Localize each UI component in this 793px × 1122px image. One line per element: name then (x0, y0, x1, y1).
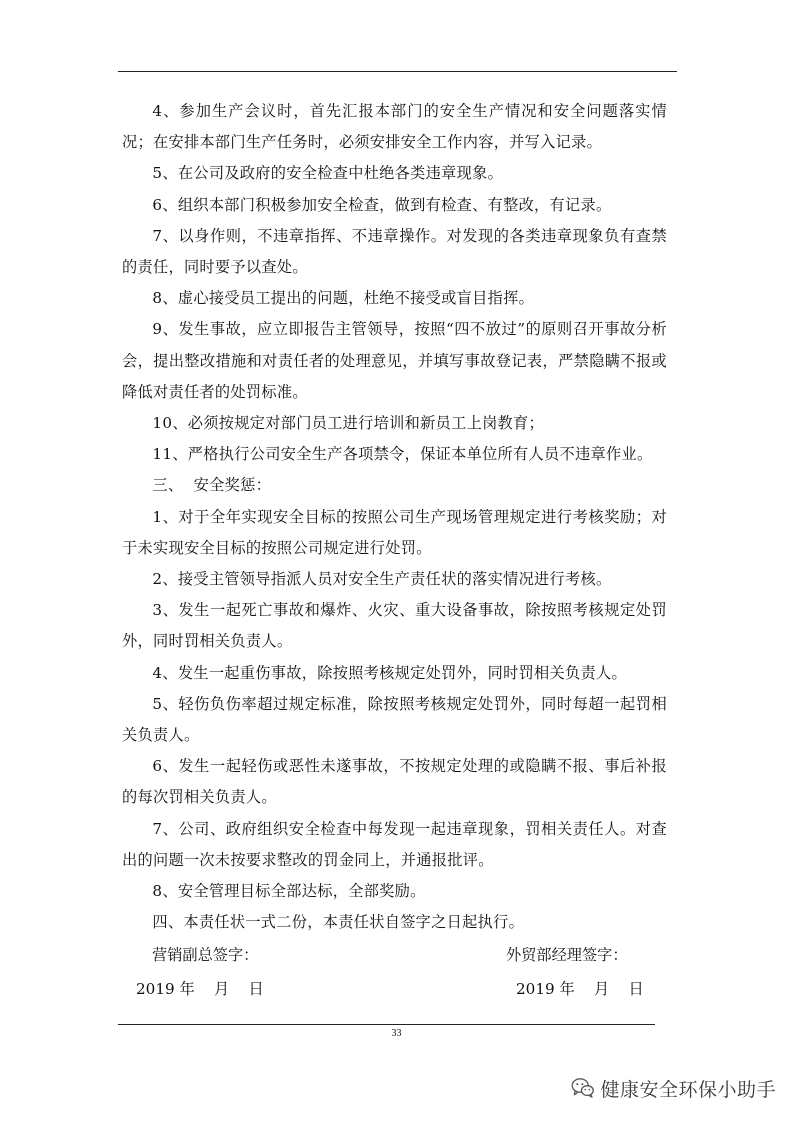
section-heading: 四、本责任状一式二份，本责任状自签字之日起执行。 (152, 913, 525, 932)
paragraph: 10、必须按规定对部门员工进行培训和新员工上岗教育； (152, 414, 545, 433)
paragraph: 8、安全管理目标全部达标，全部奖励。 (152, 882, 426, 901)
page-number: 33 (391, 1028, 402, 1039)
left-signature-date: 2019 年 月 日 (136, 980, 264, 998)
watermark (571, 1073, 776, 1103)
right-signature-label: 外贸部经理签字： (506, 946, 628, 964)
watermark-text: 健康安全环保小助手 (600, 1078, 776, 1101)
header-rule (118, 71, 677, 72)
paragraph: 11、严格执行公司安全生产各项禁令，保证本单位所有人员不违章作业。 (152, 445, 653, 464)
paragraph: 4、发生一起重伤事故，除按照考核规定处罚外，同时罚相关负责人。 (152, 663, 627, 682)
paragraph: 6、发生一起轻伤或恶性未遂事故，不按规定处理的或隐瞒不报、事后补报的每次罚相关负责人。 (122, 757, 667, 807)
paragraph: 4、参加生产会议时，首先汇报本部门的安全生产情况和安全问题落实情况；在安排本部门生产任务时，必须安排安全工作内容，并写入记录。 (122, 102, 667, 152)
footer-rule (118, 1024, 655, 1025)
paragraph: 7、以身作则，不违章指挥、不违章操作。对发现的各类违章现象负有查禁的责任，同时要予以查处。 (122, 226, 667, 277)
paragraph: 1、对于全年实现安全目标的按照公司生产现场管理规定进行考核奖励；对于未实现安全目标的按照公司规定进行处罚。 (122, 507, 667, 557)
paragraph: 8、虚心接受员工提出的问题，杜绝不接受或盲目指挥。 (152, 289, 535, 308)
document-body (122, 96, 667, 938)
wechat-logo-icon (571, 1075, 594, 1101)
left-signature-label: 营销副总签字： (152, 946, 259, 964)
paragraph: 5、在公司及政府的安全检查中杜绝各类违章现象。 (152, 164, 504, 183)
paragraph: 5、轻伤负伤率超过规定标准，除按照考核规定处罚外，同时每超一起罚相关负责人。 (122, 694, 667, 745)
paragraph: 7、公司、政府组织安全检查中每发现一起违章现象，罚相关责任人。对查出的问题一次未按要求整改的罚金同上，并通报批评。 (122, 819, 667, 869)
right-signature-date: 2019 年 月 日 (516, 980, 644, 998)
paragraph: 2、接受主管领导指派人员对安全生产责任状的落实情况进行考核。 (152, 570, 612, 589)
paragraph: 3、发生一起死亡事故和爆炸、火灾、重大设备事故，除按照考核规定处罚外，同时罚相关负责人。 (122, 601, 667, 651)
paragraph: 6、组织本部门积极参加安全检查，做到有检查、有整改，有记录。 (152, 195, 612, 214)
section-heading: 三、 安全奖惩： (152, 476, 272, 495)
paragraph: 9、发生事故，应立即报告主管领导，按照“四不放过”的原则召开事故分析会，提出整改措施和对责任者的处理意见，并填写事故登记表，严禁隐瞒不报或降低对责任者的处罚标准。 (122, 320, 667, 401)
